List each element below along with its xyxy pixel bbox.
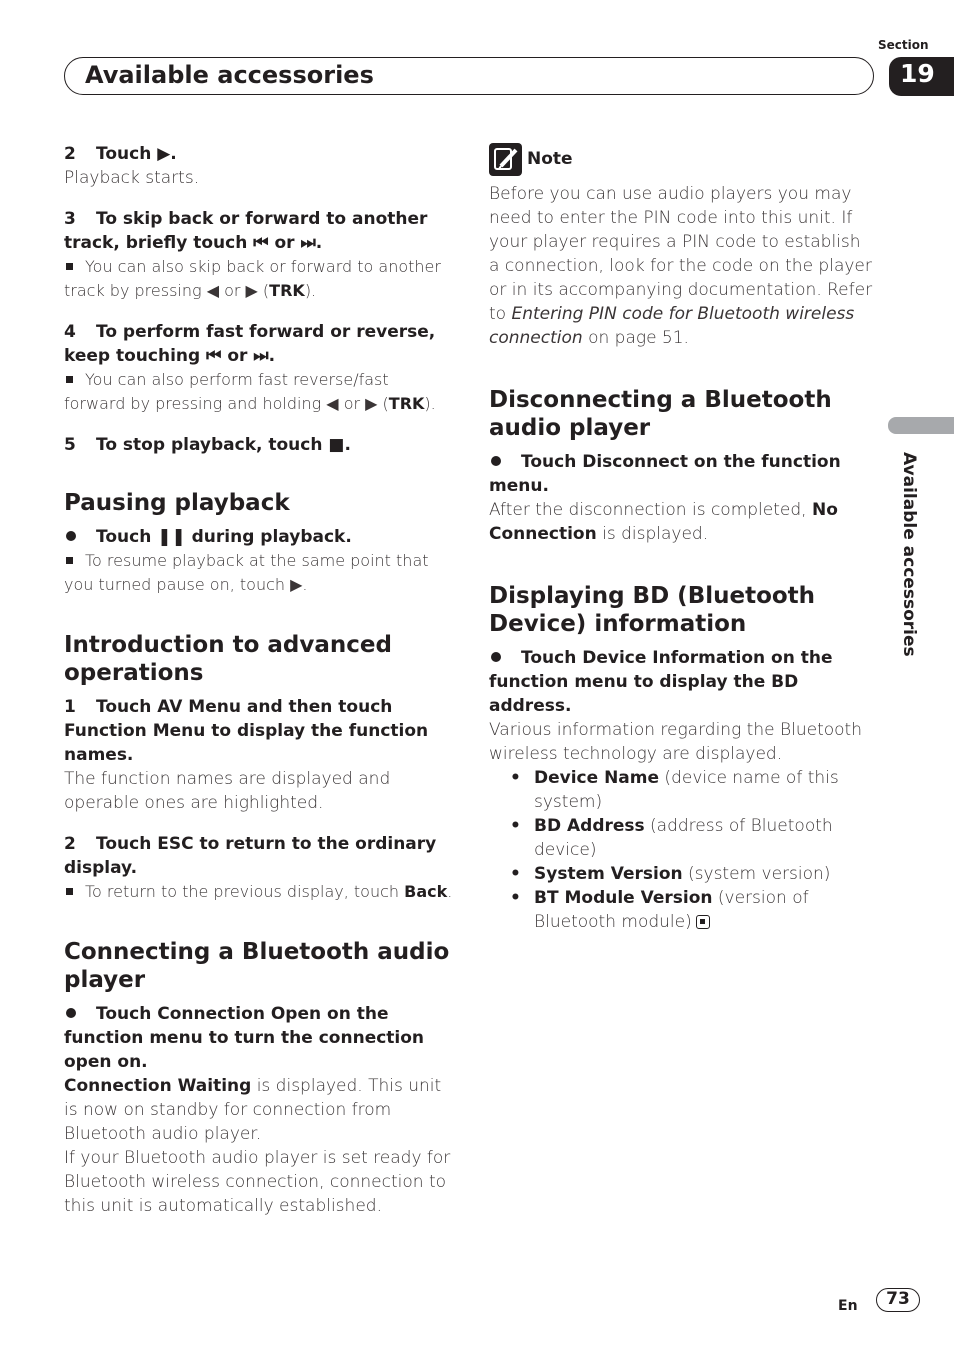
bd-info-heading: Displaying BD (Bluetooth Device) information: [489, 583, 816, 637]
step-2-body: Playback starts.: [64, 168, 200, 188]
disconnecting-body: After the disconnection is completed, No Connection is displayed.: [489, 500, 838, 544]
page-language: En: [838, 1298, 858, 1314]
list-item: • BD Address (address of Bluetooth device): [534, 814, 874, 862]
pencil-note-icon: [489, 143, 522, 176]
connecting-step: Touch Connection Open on the function menu to turn the connection open on.: [64, 1004, 425, 1072]
step-4-note: You can also perform fast reverse/fast forward by pressing and holding ◀ or ▶ (TRK).: [64, 370, 436, 413]
pause-step: Touch ❚❚ during playback.: [64, 525, 454, 549]
disconnecting-step: Touch Disconnect on the function menu.: [489, 452, 841, 496]
intro-step-1-body: The function names are displayed and operable ones are highlighted.: [64, 769, 391, 813]
note-text: Before you can use audio players you may need to enter the PIN code into this unit. If your player requires a PIN code to establish a connection, look for the code on the player or in its accompanying documentation. Refer to Entering PIN code for Bluetooth wireless connection on page 51.: [489, 184, 873, 348]
header-bar: [64, 57, 874, 95]
connecting-body-1: Connection Waiting is displayed. This unit is now on standby for connection from Bluetooth audio player.: [64, 1076, 442, 1144]
side-tab-label: Available accessories: [899, 452, 919, 657]
square-bullet-icon: [66, 376, 73, 383]
bd-info-list: [489, 766, 874, 934]
square-bullet-icon: [66, 888, 73, 895]
list-item: • System Version (system version): [534, 862, 874, 886]
connecting-heading: Connecting a Bluetooth audio player: [64, 939, 450, 993]
square-bullet-icon: [66, 263, 73, 270]
round-bullet-icon: [66, 1008, 76, 1018]
intro-step-1: 1 Touch AV Menu and then touch Function Menu to display the function names.: [64, 697, 429, 765]
step-4: 4 To perform fast forward or reverse, keep touching ⏮ or ⏭.: [64, 322, 436, 366]
intro-heading: Introduction to advanced operations: [64, 632, 392, 686]
pausing-heading: Pausing playback: [64, 490, 290, 516]
disconnecting-heading: Disconnecting a Bluetooth audio player: [489, 387, 832, 441]
section-label: Section: [878, 38, 929, 52]
intro-step-2-note: To return to the previous display, touch Back.: [64, 880, 454, 904]
list-item: • Device Name (device name of this system): [534, 766, 874, 814]
bd-info-body: Various information regarding the Bluetooth wireless technology are displayed.: [489, 720, 862, 764]
note-header: Note: [489, 142, 874, 176]
page-number: 73: [876, 1288, 920, 1312]
square-bullet-icon: [66, 557, 73, 564]
right-column: [489, 142, 874, 934]
section-number-badge: 19: [889, 57, 954, 96]
round-bullet-icon: [66, 531, 76, 541]
intro-step-2: 2 Touch ESC to return to the ordinary display.: [64, 834, 437, 878]
round-bullet-icon: [491, 456, 501, 466]
round-bullet-icon: [491, 652, 501, 662]
step-3-note: You can also skip back or forward to another track by pressing ◀ or ▶ (TRK).: [64, 257, 441, 300]
step-3: 3 To skip back or forward to another track, briefly touch ⏮ or ⏭.: [64, 209, 428, 253]
connecting-body-2: If your Bluetooth audio player is set ready for Bluetooth wireless connection, connection to this unit is automatically established.: [64, 1148, 451, 1216]
side-tab-marker: [888, 417, 954, 434]
step-2: 2 Touch ▶.: [64, 144, 177, 164]
step-5: 5 To stop playback, touch ■.: [64, 435, 351, 455]
pause-note: To resume playback at the same point that you turned pause on, touch ▶.: [64, 551, 429, 594]
list-item: • BT Module Version (version of Bluetooth module): [534, 886, 874, 934]
page-title: Available accessories: [85, 61, 374, 89]
end-mark-icon: [696, 915, 710, 929]
left-column: [64, 142, 454, 1218]
bd-info-step: Touch Device Information on the function menu to display the BD address.: [489, 648, 833, 716]
